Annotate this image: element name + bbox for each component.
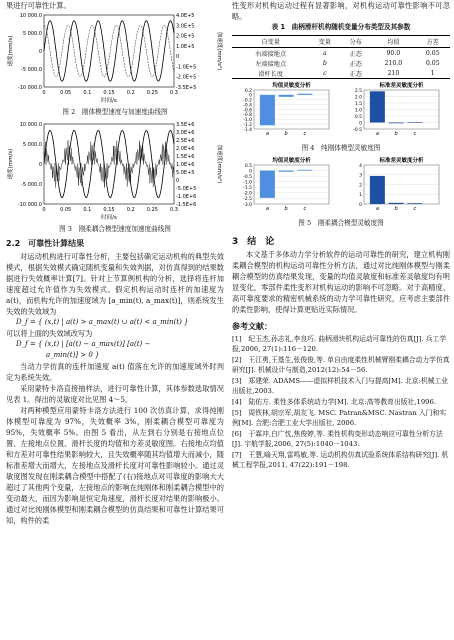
y-tick-label: -1.0 <box>243 180 252 186</box>
table-row <box>232 58 450 68</box>
table-1-title: 表 1 曲柄滑杆机构随机变量分布类型及其参数 <box>271 23 411 31</box>
x-tick-label: 0.15 <box>103 207 115 213</box>
x-tick-label: 0.2 <box>126 90 135 96</box>
figure-3-caption: 图 3 刚柔耦合模型速度加速度曲线图 <box>59 225 171 233</box>
bar-label: c <box>413 131 417 137</box>
y-axis-label-right: 加速度(mm/s²) <box>216 144 222 184</box>
table-cell: a <box>322 49 327 57</box>
y-tick-label-right: 2.0E+5 <box>176 33 195 40</box>
velocity-curve <box>44 130 174 197</box>
reference-item: [5] 周铁林,胡宗军,胡友飞. MSC. Patran&MSC. Nastran 入门和实例[M]. 合肥:合肥工业大学出版社, 2006. <box>232 409 447 427</box>
figure-2-caption: 图 2 刚体模型速度与加速度曲线图 <box>62 108 168 116</box>
y-tick-label: -0.8 <box>243 113 252 119</box>
y-tick-label-left: 10 000.0 <box>19 122 42 128</box>
y-axis-label-left: 速度(mm/s) <box>8 148 14 180</box>
y-tick-label: 0.2 <box>244 88 252 94</box>
bar-label: b <box>284 131 288 137</box>
y-tick-label-right: 1.0E+6 <box>176 162 195 168</box>
left-top-text: 果进行可靠性计算。 <box>6 1 71 10</box>
x-tick-label: 0.1 <box>83 90 92 96</box>
y-tick-label-right: 0 <box>176 54 180 61</box>
reference-item: [4] 陆佑方. 柔性多体系统动力学[M]. 北京:高等教育出版社,1996. <box>232 398 436 406</box>
y-tick-label: -1.5 <box>243 186 252 192</box>
y-tick-label: -2.0 <box>243 191 252 197</box>
y-tick-label-right: 2.0E+6 <box>176 146 195 152</box>
y-tick-label-right: 2.5E+6 <box>176 138 195 144</box>
y-tick-label: 1.5 <box>354 101 362 107</box>
bar-label: c <box>413 206 417 212</box>
y-tick-label-right: 3.0E+6 <box>176 130 195 136</box>
right-top-text: 性变形对机构运动过程有显著影响，对机构运动可靠性影响不可忽略。 <box>232 1 450 21</box>
y-tick-label: 1 <box>359 193 362 199</box>
y-tick-label-right: 3.5E+6 <box>176 122 195 128</box>
table-header: 方差 <box>416 36 450 48</box>
y-tick-label: 0 <box>359 121 362 127</box>
y-tick-label-left: 5 000.0 <box>22 142 42 148</box>
x-tick-label: 0.3 <box>170 90 178 96</box>
bar-label: a <box>375 131 379 137</box>
x-tick-label: 0.2 <box>126 207 135 213</box>
left-column <box>6 0 224 526</box>
reference-item: [6] 于霖冲,白广忱,焦俊婷,等. 柔性机构变形动态响应可靠性分析方法[J]. 宇航学报,2006, 27(5):1040－1043. <box>232 430 443 448</box>
y-tick-label: 0.5 <box>244 163 252 169</box>
y-tick-label-left: -10 000.0 <box>17 202 42 208</box>
y-tick-label-left: -5 000.0 <box>21 182 42 188</box>
table-cell: c <box>309 68 340 79</box>
x-axis-label: 时间/s <box>101 215 117 220</box>
y-tick-label-right: 1.0E+5 <box>176 43 195 50</box>
y-tick-label: 0 <box>359 202 362 208</box>
y-axis-label-left: 速度(mm/s) <box>8 35 14 67</box>
table-header: 变量 <box>309 36 340 48</box>
y-tick-label: -0.5 <box>243 174 252 180</box>
bar-label: b <box>394 131 398 137</box>
references-heading: 参考文献： <box>232 322 272 331</box>
equation-failure-domain: D_f = { (x,t) | a(t) > a_max(t) ∪ a(t) < a_min(t) } <box>16 318 189 326</box>
figure-2-chart <box>6 11 224 103</box>
y-tick-label-left: 0 <box>38 49 42 55</box>
y-tick-label-right: -3.5E+5 <box>176 85 197 91</box>
figure-4-caption: 图 4 纯刚体模型灵敏度图 <box>301 144 381 152</box>
figure-5-sensitivity <box>232 156 450 214</box>
y-tick-label: -0.6 <box>243 108 252 114</box>
table-cell: 右端接地点 <box>255 50 287 58</box>
sensitivity-bar <box>279 171 294 172</box>
y-tick-label: 0.5 <box>354 114 362 120</box>
table-1 <box>232 35 450 79</box>
table-cell: 0.05 <box>425 49 440 57</box>
table-cell: 滑杆长度 <box>232 68 309 79</box>
sensitivity-bar <box>260 171 275 198</box>
equation-rewritten-b: a_min(t)] > 0 } <box>46 351 100 359</box>
y-tick-label-right: 1.5E+6 <box>176 154 195 160</box>
bar-label: b <box>394 206 398 212</box>
y-tick-label-left: 5 000.0 <box>22 31 42 37</box>
bar-label: a <box>265 131 269 137</box>
sensitivity-bar <box>297 94 312 95</box>
reference-item: [7] 王慧,喻天翔,雷鸣敏,等. 运动机构仿真试验系统体系结构研究[J]. 机械工程学报,2011, 47(22):191－198. <box>232 451 449 469</box>
bar-label: c <box>303 131 307 137</box>
paragraph-failure-judge: 当动力学仿真的连杆加速度 a(t) 值落在允许的加速度域外时判定为系统失效。 <box>6 362 224 382</box>
sensitivity-bar <box>370 176 385 204</box>
reference-item: [2] 王江勇,王基生,张俊俊,等. 单自由度柔性机械臂刚柔耦合动力学仿真研究[J]. 机械设计与制造,2012(12):54－56. <box>232 356 450 374</box>
equation-rewritten-a: D_f = { (x,t) | [a(t) − a_max(t)] [a(t) − <box>16 340 151 348</box>
reference-item: [3] 郑建荣. ADAMS——虚拟样机技术入门与提高[M]. 北京:机械工业出版社,2003. <box>232 377 449 395</box>
panel-title: 标准差灵敏度分析 <box>379 158 424 164</box>
panel-title: 均值灵敏度分析 <box>272 83 311 89</box>
sensitivity-bar <box>260 95 275 125</box>
y-tick-label: 0 <box>249 169 252 175</box>
y-tick-label-right: 0 <box>176 178 180 184</box>
section-2-2-heading: 2.2 可靠性计算结果 <box>6 239 85 248</box>
table-header: 分布 <box>340 36 371 48</box>
y-tick-label: 1.0 <box>354 108 362 114</box>
paragraph-results: 对两种模型应用蒙特卡洛方法进行 100 次仿真计算，求得纯刚体模型可靠度为 97%，失效概率 3%，刚柔耦合模型可靠度为 95%，失效概率 5%。由图 5 看出，从左到右分别是右接地点位置、左接地点位置、滑杆长度的均值和方差灵敏度图。右接地点均值和方差对可靠性结果影响较大，且失效概率随其均值增大而减小，随标准差增大而增大，左接地点及滑杆长度对可靠性影响较小。通过灵敏度图发现在刚柔耦合模型中搭配了(右)接地点对可靠度的影响大大超过了其他两个变量，左接地点的影响在纯刚体和刚柔耦合模型中的变动最大，而因为影响是恒定角速度，滑杆长度对结果的影响极小。通过对比纯刚体模型和刚柔耦合模型的仿真结果和可靠性计算结果可知，构件的柔 <box>6 406 224 525</box>
x-tick-label: 0.1 <box>83 207 92 213</box>
sensitivity-bar <box>370 91 385 122</box>
y-tick-label: -1.4 <box>243 127 252 133</box>
y-axis-label-right: 加速度(mm/s²) <box>216 31 222 71</box>
y-tick-label-right: 4.0E+5 <box>176 13 195 19</box>
y-tick-label: -0.4 <box>243 103 252 109</box>
bar-label: c <box>303 206 307 212</box>
x-tick-label: 0.15 <box>103 90 115 96</box>
table-header: 均值 <box>371 36 415 48</box>
y-tick-label-right: -1.0E+5 <box>176 64 197 71</box>
y-tick-label-left: 10 000.0 <box>19 13 42 19</box>
reference-item: [1] 纪玉杰,孙志礼,李良巧. 曲柄滑块机构运动可靠性的仿真[J]. 兵工学报,2006, 27(1):116－120. <box>232 335 447 353</box>
y-tick-label-right: -1.0E+6 <box>176 194 197 200</box>
table-cell: 正态 <box>340 68 371 79</box>
y-tick-label: 4 <box>359 163 362 169</box>
y-tick-label-left: -5 000.0 <box>21 67 42 73</box>
table-row <box>232 68 450 79</box>
panel-title: 均值灵敏度分析 <box>272 158 311 164</box>
figure-3-chart <box>6 120 224 220</box>
y-tick-label-left: 0 <box>38 162 42 168</box>
x-tick-label: 0.25 <box>146 207 158 213</box>
y-tick-label-right: -2.0E+5 <box>176 74 197 81</box>
sensitivity-bar <box>389 123 404 124</box>
rewrite-text: 可以将上面的失效域改写为 <box>6 329 93 338</box>
panel-title: 标准差灵敏度分析 <box>379 83 424 89</box>
table-cell: 1 <box>416 68 450 79</box>
table-cell: 0.05 <box>425 59 440 67</box>
table-cell: b <box>322 59 327 67</box>
table-header: 自变量 <box>232 36 309 48</box>
y-tick-label: 3 <box>359 173 362 179</box>
table-cell: 90.0 <box>386 49 401 57</box>
y-tick-label: 2.5 <box>354 88 362 94</box>
x-tick-label: 0 <box>42 90 46 96</box>
right-column <box>232 0 450 471</box>
reference-list <box>232 334 450 470</box>
table-cell: 正态 <box>349 50 362 58</box>
plot-frame <box>44 124 174 204</box>
x-tick-label: 0.3 <box>170 207 178 213</box>
y-tick-label-right: 3.0E+5 <box>176 23 195 30</box>
x-tick-label: 0 <box>42 207 46 213</box>
x-tick-label: 0.05 <box>60 90 72 96</box>
paragraph-reliability: 对运动机构进行可靠性分析，主要包括确定运动机构的典型失效模式，根据失效模式确定随机变量和失效判据，对仿真得到的结果数据进行失效概率计算[7]。针对上节算例机构的分析，选择将连杆加速度超过允许值作为失效模式。假定机构运动时连杆的加速度为 a(t)，而机构允许的加速度域为 [a_min(t), a_max(t)]，则系统发生失效的失效域为 <box>6 252 224 316</box>
y-tick-label-left: -10 000.0 <box>17 85 42 91</box>
paragraph-conclusion: 本文基于多体动力学分析软件的运动可靠性的研究，建立机构刚柔耦合模型的机构运动可靠性分析方法，通过对比纯刚体模型与刚柔耦合模型的仿真结果发现，变量的均值灵敏度和标准差灵敏度均有明显变化，零部件柔性变形对机构运动的影响不可忽略。对于高精度、高可靠度要求的精密机械系统的动力学可靠性研究，应考虑主要部件的柔性影响，使得计算更贴近实际情况。 <box>232 250 450 314</box>
table-cell: 正态 <box>349 60 362 68</box>
y-tick-label: -2.5 <box>243 197 252 203</box>
y-tick-label: -0.5 <box>353 127 362 133</box>
y-tick-label-right: -5.0E+5 <box>176 186 197 192</box>
sensitivity-bar <box>297 170 312 171</box>
x-tick-label: 0.25 <box>146 90 158 96</box>
y-tick-label: -3.0 <box>243 202 252 208</box>
figure-4-sensitivity <box>232 81 450 139</box>
y-tick-label: 0 <box>249 93 252 99</box>
y-tick-label: -0.2 <box>243 98 252 104</box>
sensitivity-bar <box>279 95 294 97</box>
figure-5-caption: 图 5 刚柔耦合模型灵敏度图 <box>298 219 384 227</box>
y-tick-label: -1.2 <box>243 122 252 128</box>
sensitivity-bar <box>407 122 422 123</box>
y-tick-label-right: -1.5E+6 <box>176 202 197 208</box>
x-tick-label: 0.05 <box>60 207 72 213</box>
table-cell: 210.0 <box>384 59 403 67</box>
sensitivity-bar <box>389 203 404 204</box>
table-row <box>232 48 450 59</box>
y-tick-label: 2.0 <box>354 95 362 101</box>
bar-label: b <box>284 206 288 212</box>
bar-label: a <box>265 206 269 212</box>
section-3-heading: 3 结 论 <box>232 237 275 247</box>
paragraph-monte-carlo: 采用蒙特卡洛直接抽样法，进行可靠性计算，其体参数选取情况见表 1。得出的灵敏度对比见图 4～5。 <box>6 384 224 404</box>
plot-frame <box>44 15 174 87</box>
bar-label: a <box>375 206 379 212</box>
y-tick-label: 2 <box>359 183 362 189</box>
y-tick-label-right: 5.0E+5 <box>176 170 195 176</box>
table-cell: 左端接地点 <box>255 60 287 68</box>
table-cell: 210 <box>371 68 415 79</box>
x-axis-label: 时间/s <box>101 98 117 103</box>
y-tick-label: -1.0 <box>243 118 252 124</box>
sensitivity-bar <box>407 203 422 204</box>
